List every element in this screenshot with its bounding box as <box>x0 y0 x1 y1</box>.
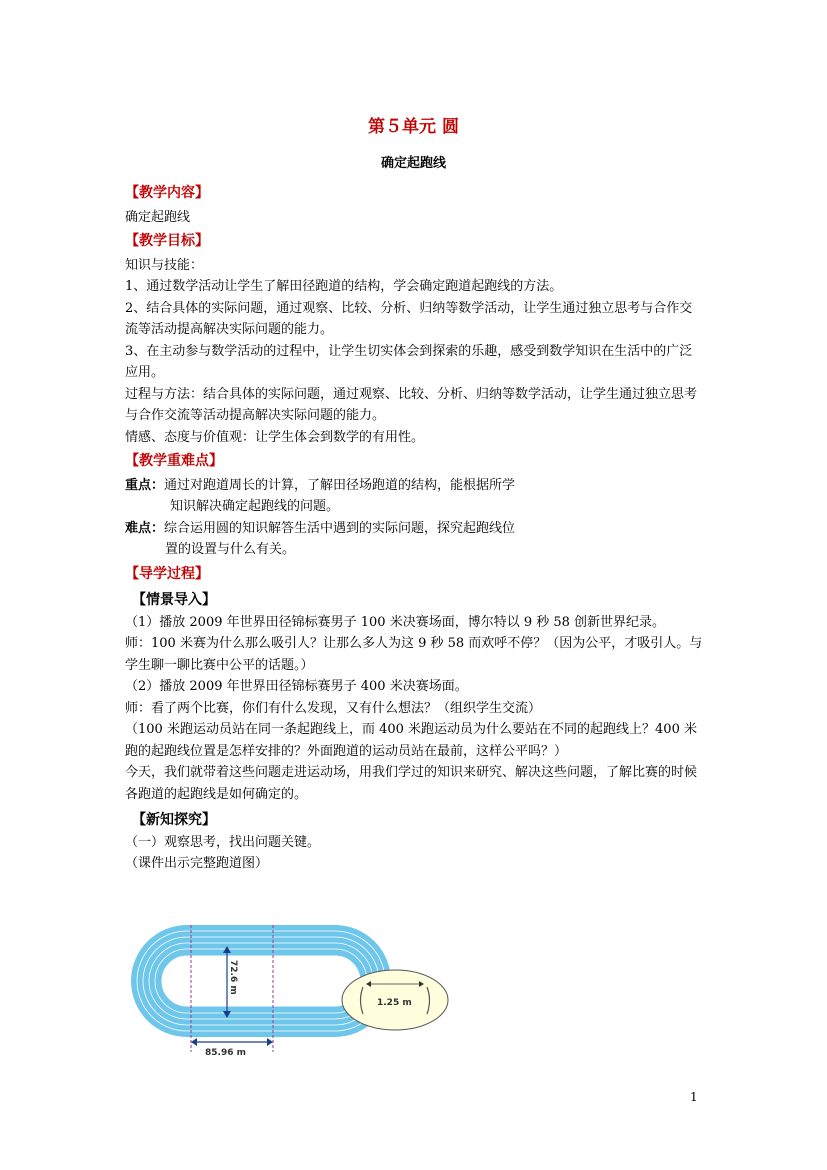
intro-line: 师：100 米赛为什么那么吸引人？让那么多人为这 9 秒 58 而欢呼不停？（因为公平，才吸引人。与学生聊一聊比赛中公平的话题。） <box>125 636 703 673</box>
key-point-continued: 知识解决确定起跑线的问题。 <box>170 499 340 514</box>
key-point-label: 重点： <box>125 477 165 493</box>
goal-line: 2、结合具体的实际问题，通过观察、比较、分析、归纳等数学活动，让学生通过独立思考与合作交流等活动提高解决实际问题的能力。 <box>125 300 693 337</box>
section-heading-goals: 【教学目标】 <box>125 233 209 249</box>
difficulty-continued: 置的设置与什么有关。 <box>165 542 296 557</box>
key-point-text: 通过对跑道周长的计算，了解田径场跑道的结构，能根据所学 <box>164 477 516 493</box>
intro-line: （1）播放 2009 年世界田径锦标赛男子 100 米决赛场面，博尔特以 9 秒 58 创新世界纪录。 <box>125 614 666 630</box>
difficulty-point <box>125 518 705 540</box>
running-track-figure <box>125 922 465 1058</box>
section-heading-keypoints: 【教学重难点】 <box>125 453 223 469</box>
page-title: 第５单元 圆 <box>368 117 459 137</box>
goal-line: 3、在主动参与数学活动的过程中，让学生切实体会到探索的乐趣，感受到数学知识在生活中的广泛应用。 <box>125 343 693 380</box>
lane-width-label: 1.25 m <box>377 998 412 1008</box>
intro-line: （2）播放 2009 年世界田径锦标赛男子 400 米决赛场面。 <box>125 679 468 694</box>
intro-line: （100 米跑运动员站在同一条起跑线上，而 400 米跑运动员为什么要站在不同的起跑线上？400 米跑的起跑线位置是怎样安排的？外面跑道的运动员站在最前，这样公平吗？） <box>125 722 697 759</box>
difficulty-text: 综合运用圆的知识解答生活中遇到的实际问题，探究起跑线位 <box>164 520 516 536</box>
intro-line: 师：看了两个比赛，你们有什么发现，又有什么想法？（组织学生交流） <box>125 700 542 716</box>
document-body <box>125 180 705 875</box>
subheading-explore: 【新知探究】 <box>132 812 216 828</box>
goal-line: 过程与方法：结合具体的实际问题，通过观察、比较、分析、归纳等数学活动，让学生通过独立思考与合作交流等活动提高解决实际问题的能力。 <box>125 386 698 423</box>
explore-line: （一）观察思考，找出问题关键。 <box>125 834 321 850</box>
goal-line: 1、通过数学活动让学生了解田径跑道的结构，学会确定跑道起跑线的方法。 <box>125 279 563 294</box>
track-length-label: 85.96 m <box>205 1048 246 1058</box>
section-heading-content: 【教学内容】 <box>125 185 209 201</box>
page-number: 1 <box>690 1090 698 1104</box>
page-subtitle: 确定起跑线 <box>380 156 446 171</box>
intro-line: 今天，我们就带着这些问题走进运动场，用我们学过的知识来研究、解决这些问题，了解比赛的时候各跑道的起跑线是如何确定的。 <box>125 765 698 802</box>
explore-line: （课件出示完整跑道图） <box>125 856 269 871</box>
subheading-intro: 【情景导入】 <box>132 592 216 608</box>
goal-line: 情感、态度与价值观：让学生体会到数学的有用性。 <box>125 429 425 445</box>
content-text: 确定起跑线 <box>125 209 191 225</box>
goal-line: 知识与技能： <box>125 257 204 273</box>
key-point <box>125 475 705 497</box>
difficulty-label: 难点： <box>125 520 165 536</box>
track-width-label: 72.6 m <box>228 960 238 995</box>
section-heading-process: 【导学过程】 <box>125 565 209 582</box>
